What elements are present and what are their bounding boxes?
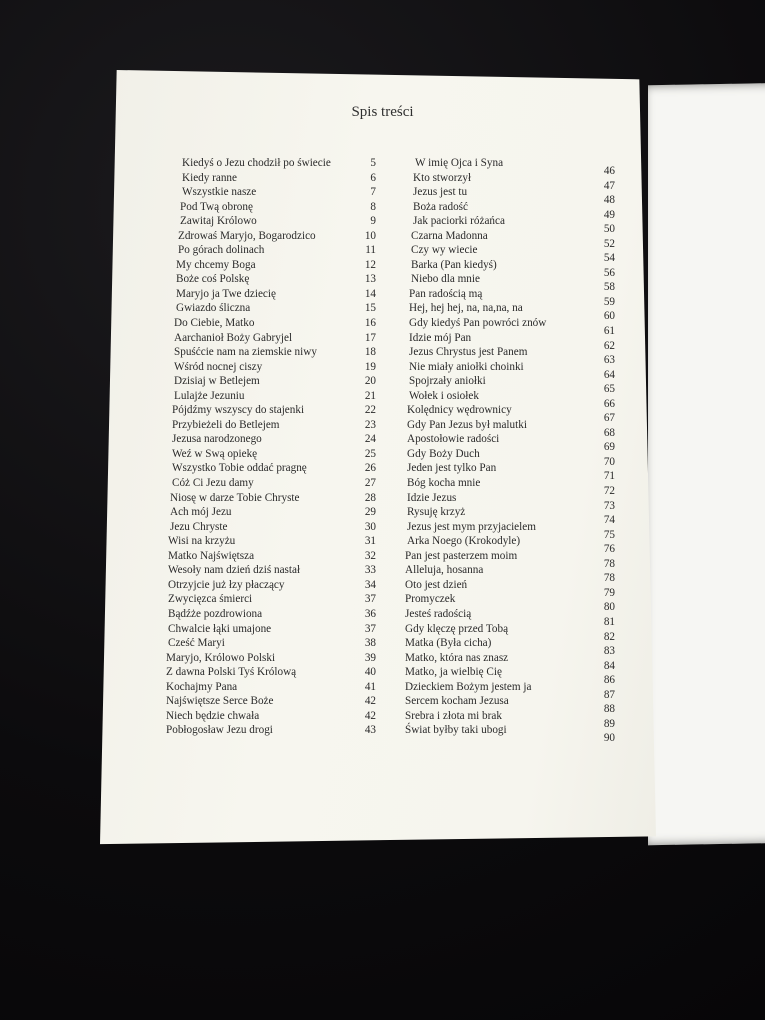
toc-entry-page: 62 <box>603 339 615 352</box>
toc-entry-title: Pobłogosław Jezu drogi <box>166 724 273 737</box>
toc-entry-page: 8 <box>370 200 376 213</box>
toc-entry-title: Zdrowaś Maryjo, Bogarodzico <box>178 229 316 242</box>
toc-entry-page: 50 <box>603 223 615 236</box>
toc-entry <box>166 361 376 376</box>
toc-entry-page: 63 <box>603 354 615 367</box>
toc-entry-title: Spuśćcie nam na ziemskie niwy <box>174 346 317 359</box>
toc-entry-title: Kochajmy Pana <box>166 680 238 693</box>
toc-entry-title: Barka (Pan kiedyś) <box>411 258 497 271</box>
toc-entry-title: Gwiazdo śliczna <box>176 302 251 315</box>
toc-entry-title: Gdy kiedyś Pan powróci znów <box>409 317 547 330</box>
toc-entry-page: 10 <box>364 229 376 242</box>
toc-entry <box>166 419 376 434</box>
toc-entry <box>166 666 376 681</box>
toc-entry-title: Przybieżeli do Betlejem <box>172 418 280 431</box>
toc-entry-page: 33 <box>364 564 376 577</box>
toc-entry-title: Jeden jest tylko Pan <box>407 462 497 475</box>
toc-entry-page: 69 <box>603 441 615 454</box>
toc-entry-page: 34 <box>364 578 376 591</box>
toc-entry-title: Niech będzie chwała <box>166 709 260 722</box>
toc-entry-title: Czy wy wiecie <box>411 244 478 257</box>
toc-entry-title: Wszystko Tobie oddać pragnę <box>172 462 307 475</box>
toc-entry-page: 64 <box>603 368 615 381</box>
toc-entry-page: 19 <box>364 360 376 373</box>
toc-entry <box>166 346 376 361</box>
toc-entry-page: 38 <box>364 637 376 650</box>
toc-entry-title: Gdy klęczę przed Tobą <box>405 622 509 635</box>
toc-entry <box>166 535 376 550</box>
toc-entry-title: Jak paciorki różańca <box>413 215 505 228</box>
toc-entry <box>166 215 376 230</box>
toc-entry-page: 43 <box>364 724 376 737</box>
toc-entry-page: 20 <box>364 375 376 388</box>
toc-entry-page: 89 <box>603 717 615 730</box>
toc-entry-page: 65 <box>603 383 615 396</box>
toc-entry-title: Kolędnicy wędrownicy <box>407 404 512 417</box>
toc-entry-title: Ach mój Jezu <box>170 506 232 519</box>
toc-entry-page: 14 <box>364 287 376 300</box>
toc-entry-page: 79 <box>603 586 615 599</box>
toc-entry-page: 13 <box>364 273 376 286</box>
toc-entry-page: 42 <box>364 695 376 708</box>
toc-entry-title: Alleluja, hosanna <box>405 564 484 577</box>
toc-entry-title: Nie miały aniołki choinki <box>409 360 524 373</box>
toc-entry-title: Matka (Była cicha) <box>405 637 492 650</box>
toc-entry <box>166 637 376 652</box>
toc-entry-page: 37 <box>364 593 376 606</box>
toc-entry <box>166 477 376 492</box>
toc-entry-page: 25 <box>364 447 376 460</box>
toc-entry-page: 56 <box>603 266 615 279</box>
toc-entry-title: Matko, ja wielbię Cię <box>405 666 502 679</box>
toc-entry-title: Cóż Ci Jezu damy <box>172 477 254 490</box>
toc-entry <box>166 579 376 594</box>
toc-entry-title: Najświętsze Serce Boże <box>166 695 274 708</box>
toc-entry <box>166 201 376 216</box>
toc-entry <box>166 259 376 274</box>
toc-entry-page: 84 <box>603 659 615 672</box>
toc-entry-title: Jezu Chryste <box>170 520 228 533</box>
toc-entry-page: 15 <box>364 302 376 315</box>
toc-entry-title: Jezusa narodzonego <box>172 433 262 446</box>
toc-entry-title: Idzie Jezus <box>407 491 457 504</box>
toc-entry-title: Po górach dolinach <box>178 244 265 257</box>
toc-entry-page: 30 <box>364 520 376 533</box>
toc-entry-title: Kiedy ranne <box>182 171 237 184</box>
toc-entry-page: 27 <box>364 477 376 490</box>
toc-entry-title: Z dawna Polski Tyś Królową <box>166 666 297 679</box>
toc-entry <box>166 724 376 739</box>
toc-entry-title: Wisi na krzyżu <box>168 535 236 548</box>
toc-entry-title: Promyczek <box>405 593 456 606</box>
toc-entry-title: Pod Twą obronę <box>180 200 253 213</box>
toc-entry-page: 52 <box>603 237 615 250</box>
toc-entry-title: Dzieckiem Bożym jestem ja <box>405 680 532 693</box>
toc-entry <box>166 302 376 317</box>
toc-entry <box>166 521 376 536</box>
toc-entry-title: Cześć Maryi <box>168 637 225 650</box>
toc-entry-page: 58 <box>603 281 615 294</box>
toc-left-column <box>166 157 376 739</box>
toc-entry-title: Jezus jest mym przyjacielem <box>407 520 536 533</box>
toc-entry <box>166 593 376 608</box>
toc-entry-page: 78 <box>603 572 615 585</box>
toc-entry-page: 66 <box>603 397 615 410</box>
toc-entry <box>166 157 376 172</box>
toc-entry-page: 24 <box>364 433 376 446</box>
toc-entry-title: Srebra i złota mi brak <box>405 709 502 722</box>
toc-entry <box>166 448 376 463</box>
toc-entry-page: 86 <box>603 674 615 687</box>
toc-entry-title: Arka Noego (Krokodyle) <box>407 535 521 548</box>
toc-entry-page: 23 <box>364 418 376 431</box>
page-title: Spis treści <box>351 104 414 120</box>
toc-entry-page: 49 <box>603 208 615 221</box>
toc-entry-title: Zawitaj Królowo <box>180 215 257 228</box>
toc-entry-page: 81 <box>603 615 615 628</box>
toc-entry-page: 87 <box>603 688 615 701</box>
toc-entry-page: 42 <box>364 709 376 722</box>
toc-entry <box>166 404 376 419</box>
toc-right-column <box>405 157 615 745</box>
toc-entry <box>166 564 376 579</box>
toc-entry-page: 68 <box>603 426 615 439</box>
toc-entry <box>166 244 376 259</box>
toc-entry <box>166 506 376 521</box>
toc-entry-page: 36 <box>364 607 376 620</box>
toc-entry-title: Aarchanioł Boży Gabryjel <box>174 331 293 344</box>
toc-entry-title: My chcemy Boga <box>176 258 256 271</box>
toc-entry-title: Oto jest dzień <box>405 578 468 591</box>
toc-entry-page: 54 <box>603 252 615 265</box>
toc-entry-title: Pan radością mą <box>409 287 483 300</box>
toc-entry-title: Gdy Pan Jezus był malutki <box>407 418 527 431</box>
toc-entry <box>166 462 376 477</box>
toc-entry-page: 41 <box>364 680 376 693</box>
toc-entry <box>405 462 615 483</box>
toc-entry <box>166 273 376 288</box>
toc-entry-page: 37 <box>364 622 376 635</box>
toc-entry-title: Matko Najświętsza <box>168 549 255 562</box>
toc-entry-page: 90 <box>603 732 615 745</box>
toc-entry-page: 47 <box>603 179 615 192</box>
toc-entry-title: Zwycięzca śmierci <box>168 593 253 606</box>
toc-entry-page: 39 <box>364 651 376 664</box>
toc-entry-page: 7 <box>370 186 376 199</box>
toc-entry-title: Rysuję krzyż <box>407 506 466 519</box>
toc-entry <box>405 157 615 177</box>
toc-entry-title: Bądźże pozdrowiona <box>168 607 263 620</box>
next-page <box>648 83 765 845</box>
toc-entry-title: Jezus jest tu <box>413 186 468 199</box>
toc-entry-title: Boża radość <box>413 200 468 213</box>
toc-entry-title: Hej, hej hej, na, na,na, na <box>409 302 523 315</box>
toc-entry <box>405 622 615 643</box>
toc-entry-title: Wśród nocnej ciszy <box>174 360 263 373</box>
toc-entry-title: Wołek i osiołek <box>409 389 479 402</box>
toc-entry-title: Do Ciebie, Matko <box>174 317 255 330</box>
toc-entry-page: 73 <box>603 499 615 512</box>
toc-entry-page: 71 <box>603 470 615 483</box>
toc-entry-title: Świat byłby taki ubogi <box>405 724 507 737</box>
toc-entry <box>166 332 376 347</box>
toc-entry <box>166 710 376 725</box>
toc-entry-title: Wesoły nam dzień dziś nastał <box>168 564 301 577</box>
toc-entry <box>405 724 615 745</box>
toc-entry-title: Kiedyś o Jezu chodził po świecie <box>182 157 331 169</box>
toc-entry-title: Maryjo ja Twe dziecię <box>176 287 276 300</box>
toc-entry <box>166 623 376 638</box>
toc-entry <box>166 433 376 448</box>
toc-entry-title: Matko, która nas znasz <box>405 651 509 664</box>
toc-entry-page: 17 <box>364 331 376 344</box>
toc-entry-title: Pójdźmy wszyscy do stajenki <box>172 404 305 417</box>
toc-entry-page: 82 <box>603 630 615 643</box>
toc-entry-page: 80 <box>603 601 615 614</box>
toc-entry-page: 6 <box>370 171 376 184</box>
toc-entry-title: Bóg kocha mnie <box>407 477 481 490</box>
toc-entry <box>166 230 376 245</box>
toc-entry-page: 12 <box>364 258 376 271</box>
toc-entry <box>166 681 376 696</box>
toc-entry <box>166 375 376 390</box>
toc-entry-page: 40 <box>364 666 376 679</box>
toc-entry-title: Boże coś Polskę <box>176 273 250 286</box>
toc-entry-title: Maryjo, Królowo Polski <box>166 651 276 664</box>
toc-entry <box>166 550 376 565</box>
toc-entry <box>166 390 376 405</box>
toc-entry <box>166 492 376 507</box>
toc-entry-title: Wszystkie nasze <box>182 186 257 199</box>
toc-entry <box>166 652 376 667</box>
toc-entry <box>166 317 376 332</box>
toc-entry-page: 21 <box>364 389 376 402</box>
toc-entry-page: 61 <box>603 325 615 338</box>
toc-entry-page: 67 <box>603 412 615 425</box>
toc-entry-page: 76 <box>603 543 615 556</box>
toc-entry <box>166 695 376 710</box>
toc-entry-title: Dzisiaj w Betlejem <box>174 375 260 388</box>
toc-entry-title: W imię Ojca i Syna <box>415 157 504 169</box>
toc-entry-page: 59 <box>603 295 615 308</box>
toc-entry-page: 5 <box>370 157 376 169</box>
toc-entry-page: 9 <box>370 215 376 228</box>
toc-entry-page: 74 <box>603 514 615 527</box>
toc-entry-page: 29 <box>364 506 376 519</box>
toc-entry-page: 60 <box>603 310 615 323</box>
toc-entry-page: 83 <box>603 645 615 658</box>
toc-entry-title: Pan jest pasterzem moim <box>405 549 518 562</box>
toc-entry <box>405 302 615 323</box>
toc-entry-page: 78 <box>603 557 615 570</box>
toc-entry-title: Kto stworzył <box>413 171 472 184</box>
toc-entry-page: 46 <box>603 165 615 177</box>
toc-entry-page: 70 <box>603 455 615 468</box>
toc-entry-page: 18 <box>364 346 376 359</box>
toc-entry-page: 32 <box>364 549 376 562</box>
toc-entry-title: Spojrzały aniołki <box>409 375 486 388</box>
toc-entry-page: 26 <box>364 462 376 475</box>
toc-entry-page: 16 <box>364 317 376 330</box>
toc-entry <box>166 288 376 303</box>
toc-entry-page: 11 <box>365 244 376 257</box>
toc-entry-page: 88 <box>603 703 615 716</box>
toc-entry-title: Jesteś radością <box>405 607 472 620</box>
toc-entry-page: 75 <box>603 528 615 541</box>
toc-entry <box>166 186 376 201</box>
toc-entry-title: Czarna Madonna <box>411 229 488 242</box>
toc-entry-title: Lulajże Jezuniu <box>174 389 245 402</box>
toc-entry-page: 72 <box>603 485 615 498</box>
toc-entry-title: Chwalcie łąki umajone <box>168 622 272 635</box>
toc-entry-title: Idzie mój Pan <box>409 331 472 344</box>
toc-entry <box>166 172 376 187</box>
toc-entry-title: Jezus Chrystus jest Panem <box>409 346 528 359</box>
toc-entry-page: 28 <box>364 491 376 504</box>
toc-entry-page: 31 <box>364 535 376 548</box>
toc-entry-title: Gdy Boży Duch <box>407 447 480 460</box>
toc-entry-title: Otrzyjcie już łzy płaczący <box>168 578 285 591</box>
toc-entry-page: 48 <box>603 194 615 207</box>
toc-entry-title: Niebo dla mnie <box>411 273 480 286</box>
toc-entry-page: 22 <box>364 404 376 417</box>
toc-entry-title: Sercem kocham Jezusa <box>405 695 509 708</box>
toc-entry-title: Apostołowie radości <box>407 433 500 446</box>
toc-entry-title: Niosę w darze Tobie Chryste <box>170 491 300 504</box>
toc-entry-title: Weź w Swą opiekę <box>172 447 258 460</box>
toc-entry <box>166 608 376 623</box>
